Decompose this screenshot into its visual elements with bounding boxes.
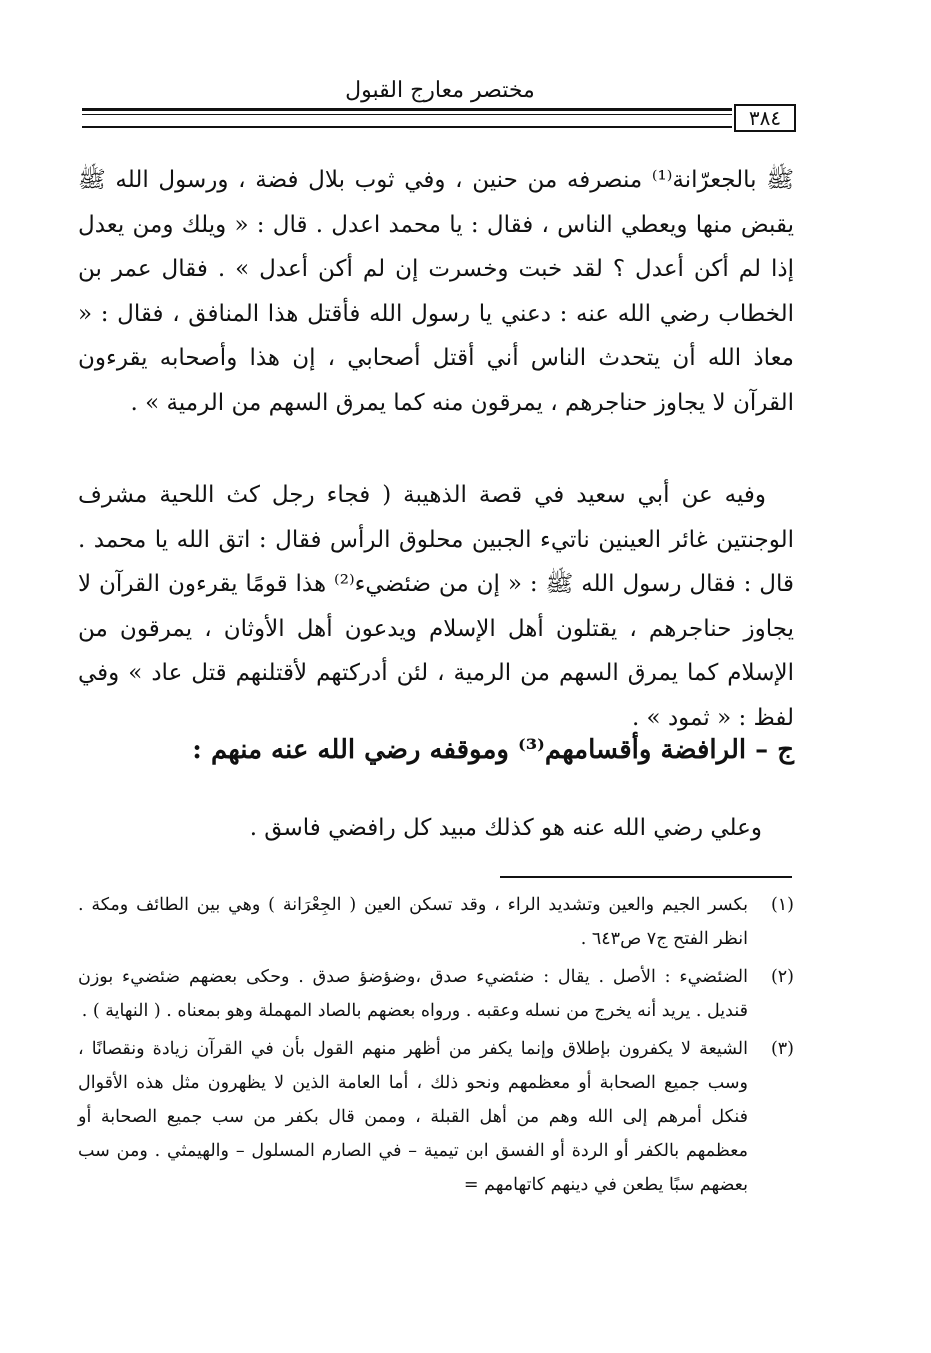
body-paragraph-3: وعلي رضي الله عنه هو كذلك مبيد كل رافضي فاسق .	[249, 815, 762, 841]
footnote-number: (١)	[770, 895, 794, 915]
footnote-number: (٢)	[770, 967, 794, 987]
body-paragraph-1	[78, 158, 794, 425]
running-title: مختصر معارج القبول	[345, 78, 535, 103]
footnote-number: (٣)	[770, 1039, 794, 1059]
footnote-text: بكسر الجيم والعين وتشديد الراء ، وقد تسكن العين ( الجِعْرَانة ) وهي بين الطائف ومكة . انظر الفتح ج٧ ص٦٤٣ .	[78, 895, 748, 949]
header-rule-bottom	[82, 126, 732, 128]
footnote-text: الضئضيء : الأصل . يقال : ضئضيء صدق ،وضؤضؤ صدق . وحكى بعضهم ضئضيء بوزن قنديل . يريد أنه يخرج من نسله وعقبه . ورواه بعضهم بالصاد المهملة وهو بمعناه . ( النهاية ) .	[78, 967, 748, 1021]
page-number: ٣٨٤	[734, 104, 796, 132]
footnote-text: الشيعة لا يكفرون بإطلاق وإنما يكفر من أظهر منهم القول بأن في القرآن زيادة ونقصانًا ، وسب جميع الصحابة أو معظمهم ونحو ذلك ، أما العامة الذين لا يظهرون مثل هذه الأقوال فنكل أمرهم إلى الله وهم من أهل القبلة ، وممن قال بكفر من سب جميع الصحابة أو معظمهم بالكفر أو الردة أو الفسق ابن تيمية – في الصارم المسلول – والهيمثي . ومن سب بعضهم سبًا يطعن في دينهم كاتهامهم =	[78, 1039, 748, 1195]
footnote-item	[78, 1032, 794, 1202]
footnote-item	[78, 888, 794, 956]
section-heading: ج – الرافضة وأقسامهم⁽³⁾ وموقفه رضي الله عنه منهم :	[192, 735, 794, 765]
body-paragraph-2	[78, 473, 794, 740]
header-rule-thick	[82, 108, 732, 111]
paragraph-text: وفيه عن أبي سعيد في قصة الذهيبة ( فجاء رجل كث اللحية مشرف الوجنتين غائر العينين ناتيء الجبين محلوق الرأس فقال : اتق الله يا محمد . قال : فقال رسول الله ﷺ : « إن من ضئضيء⁽²⁾ هذا قومًا يقرءون القرآن لا يجاوز حناجرهم ، يقتلون أهل الإسلام ويدعون أهل الأوثان ، يمرقون من الإسلام كما يمرق السهم من الرمية ، لئن أدركتهم لأقتلنهم قتل عاد » وفي لفظ : « ثمود » .	[78, 482, 794, 731]
footnotes	[78, 888, 794, 1206]
footnote-item	[78, 960, 794, 1028]
footnote-separator	[500, 876, 792, 878]
paragraph-text: ﷺ بالجعرّانة⁽¹⁾ منصرفه من حنين ، وفي ثوب بلال فضة ، ورسول الله ﷺ يقبض منها ويعطي الناس ، فقال : يا محمد اعدل . قال : « ويلك ومن يعدل إذا لم أكن أعدل ؟ لقد خبت وخسرت إن لم أكن أعدل » . فقال عمر بن الخطاب رضي الله عنه : دعني يا رسول الله فأقتل هذا المنافق ، فقال : « معاذ الله أن يتحدث الناس أني أقتل أصحابي ، إن هذا وأصحابه يقرءون القرآن لا يجاوز حناجرهم ، يمرقون منه كما يمرق السهم من الرمية » .	[78, 167, 795, 416]
header-rule-thin	[82, 114, 732, 115]
